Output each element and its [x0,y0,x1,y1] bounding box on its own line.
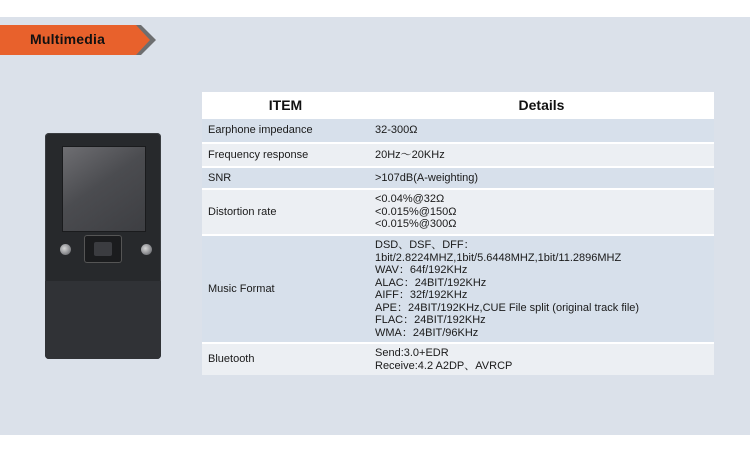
detail-line: DSD、DSF、DFF： [375,239,475,251]
detail-line: 1bit/2.8224MHZ,1bit/5.6448MHZ,1bit/11.2896MHZ [375,251,622,264]
banner-title: Multimedia [30,31,106,47]
top-strip [0,0,750,17]
device-right-button-icon [141,244,152,255]
device-screen [62,146,146,232]
detail-line: >107dB(A-weighting) [375,171,479,184]
bottom-strip [0,435,750,450]
table-row [202,118,714,143]
row-details [369,189,714,235]
device-dpad-icon [84,235,122,263]
device-left-button-icon [60,244,71,255]
table-row [202,143,714,167]
header-details: Details [369,92,714,118]
row-details [369,343,714,375]
table-row [202,235,714,343]
row-item: Frequency response [202,143,369,167]
row-details [369,143,714,167]
detail-line: <0.015%@300Ω [375,218,457,231]
detail-line: ALAC：24BIT/192KHz [375,276,487,289]
row-details [369,235,714,343]
detail-line: WAV：64f/192KHz [375,264,468,276]
detail-line: WMA：24BIT/96KHz [375,326,479,339]
table-header-row [202,92,714,118]
table-row [202,167,714,189]
detail-line: 20Hz～20KHz [375,148,445,161]
detail-line: Receive:4.2 A2DP、AVRCP [375,359,513,372]
table-row [202,343,714,375]
detail-line: AIFF：32f/192KHz [375,289,468,301]
row-item: SNR [202,167,369,189]
row-item: Distortion rate [202,189,369,235]
row-item: Earphone impedance [202,118,369,143]
row-details [369,167,714,189]
row-item: Music Format [202,235,369,343]
detail-line: APE：24BIT/192KHz,CUE File split (original track file) [375,301,640,314]
detail-line: <0.04%@32Ω [375,193,445,206]
row-details [369,118,714,143]
spec-table [202,92,714,375]
row-item: Bluetooth [202,343,369,375]
section-banner [0,25,160,55]
music-player-image [45,133,161,359]
table-row [202,189,714,235]
device-lower-body [45,281,161,359]
detail-line: 32-300Ω [375,124,418,137]
detail-line: Send:3.0+EDR [375,347,449,359]
detail-line: <0.015%@150Ω [375,205,457,218]
header-item: ITEM [202,92,369,118]
detail-line: FLAC：24BIT/192KHz [375,314,486,326]
